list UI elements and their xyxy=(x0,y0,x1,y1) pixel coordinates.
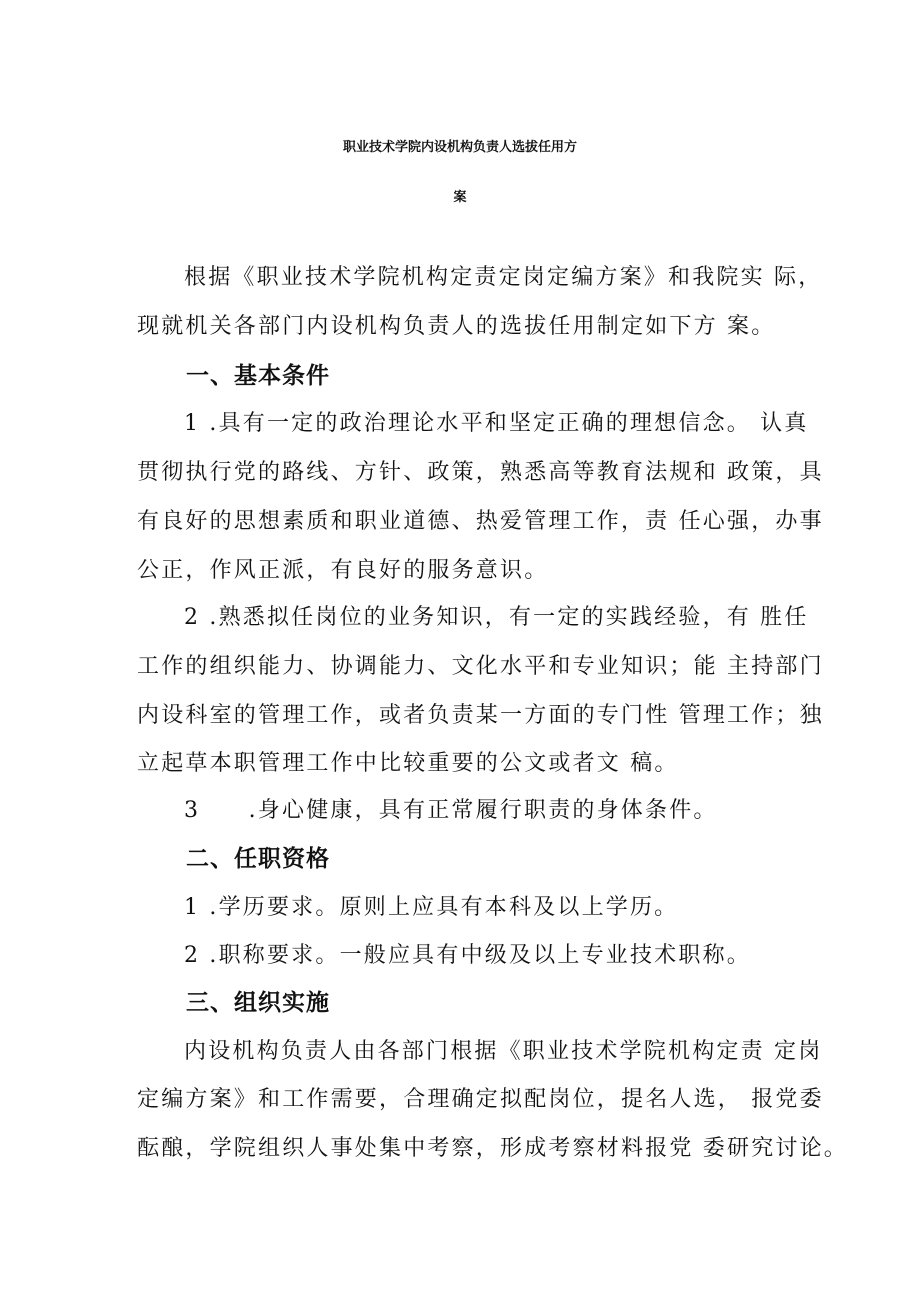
paragraph-line: 1 .学历要求。原则上应具有本科及以上学历。 xyxy=(184,895,679,920)
paragraph-line: 内设科室的管理工作，或者负责某一方面的专门性 管理工作；独 xyxy=(137,703,824,728)
document-title-line-1: 职业技术学院内设机构负责人选拔任用方 xyxy=(342,140,577,155)
paragraph-line: 内设机构负责人由各部门根据《职业技术学院机构定责 定岗 xyxy=(184,1039,823,1064)
paragraph-line: 有良好的思想素质和职业道德、热爱管理工作，责 任心强，办事 xyxy=(137,509,824,534)
intro-line: 根据《职业技术学院机构定责定岗定编方案》和我院实 际， xyxy=(184,265,823,290)
section-heading-implementation: 三、组织实施 xyxy=(186,990,330,1016)
paragraph-line: 2 .熟悉拟任岗位的业务知识，有一定的实践经验，有 胜任 xyxy=(184,605,809,630)
paragraph-line: 公正，作风正派，有良好的服务意识。 xyxy=(137,558,549,583)
section-heading-qualifications: 二、任职资格 xyxy=(186,846,330,872)
document-title-line-2: 案 xyxy=(453,190,467,205)
intro-line: 现就机关各部门内设机构负责人的选拔任用制定如下方 案。 xyxy=(137,314,776,339)
paragraph-line: 1 .具有一定的政治理论水平和坚定正确的理想信念。 认真 xyxy=(184,411,809,436)
section-heading-basic-conditions: 一、基本条件 xyxy=(186,363,330,389)
paragraph-line: 贯彻执行党的路线、方针、政策，熟悉高等教育法规和 政策，具 xyxy=(137,460,824,485)
paragraph-line: 酝酿，学院组织人事处集中考察，形成考察材料报党 委研究讨论。 xyxy=(137,1136,848,1161)
paragraph-line: 3 .身心健康，具有正常履行职责的身体条件。 xyxy=(184,798,718,823)
paragraph-line: 2 .职称要求。一般应具有中级及以上专业技术职称。 xyxy=(184,943,751,968)
paragraph-line: 定编方案》和工作需要，合理确定拟配岗位，提名人选， 报党委 xyxy=(137,1087,824,1112)
paragraph-line: 工作的组织能力、协调能力、文化水平和专业知识；能 主持部门 xyxy=(137,654,824,679)
paragraph-line: 立起草本职管理工作中比较重要的公文或者文 稿。 xyxy=(137,751,679,776)
